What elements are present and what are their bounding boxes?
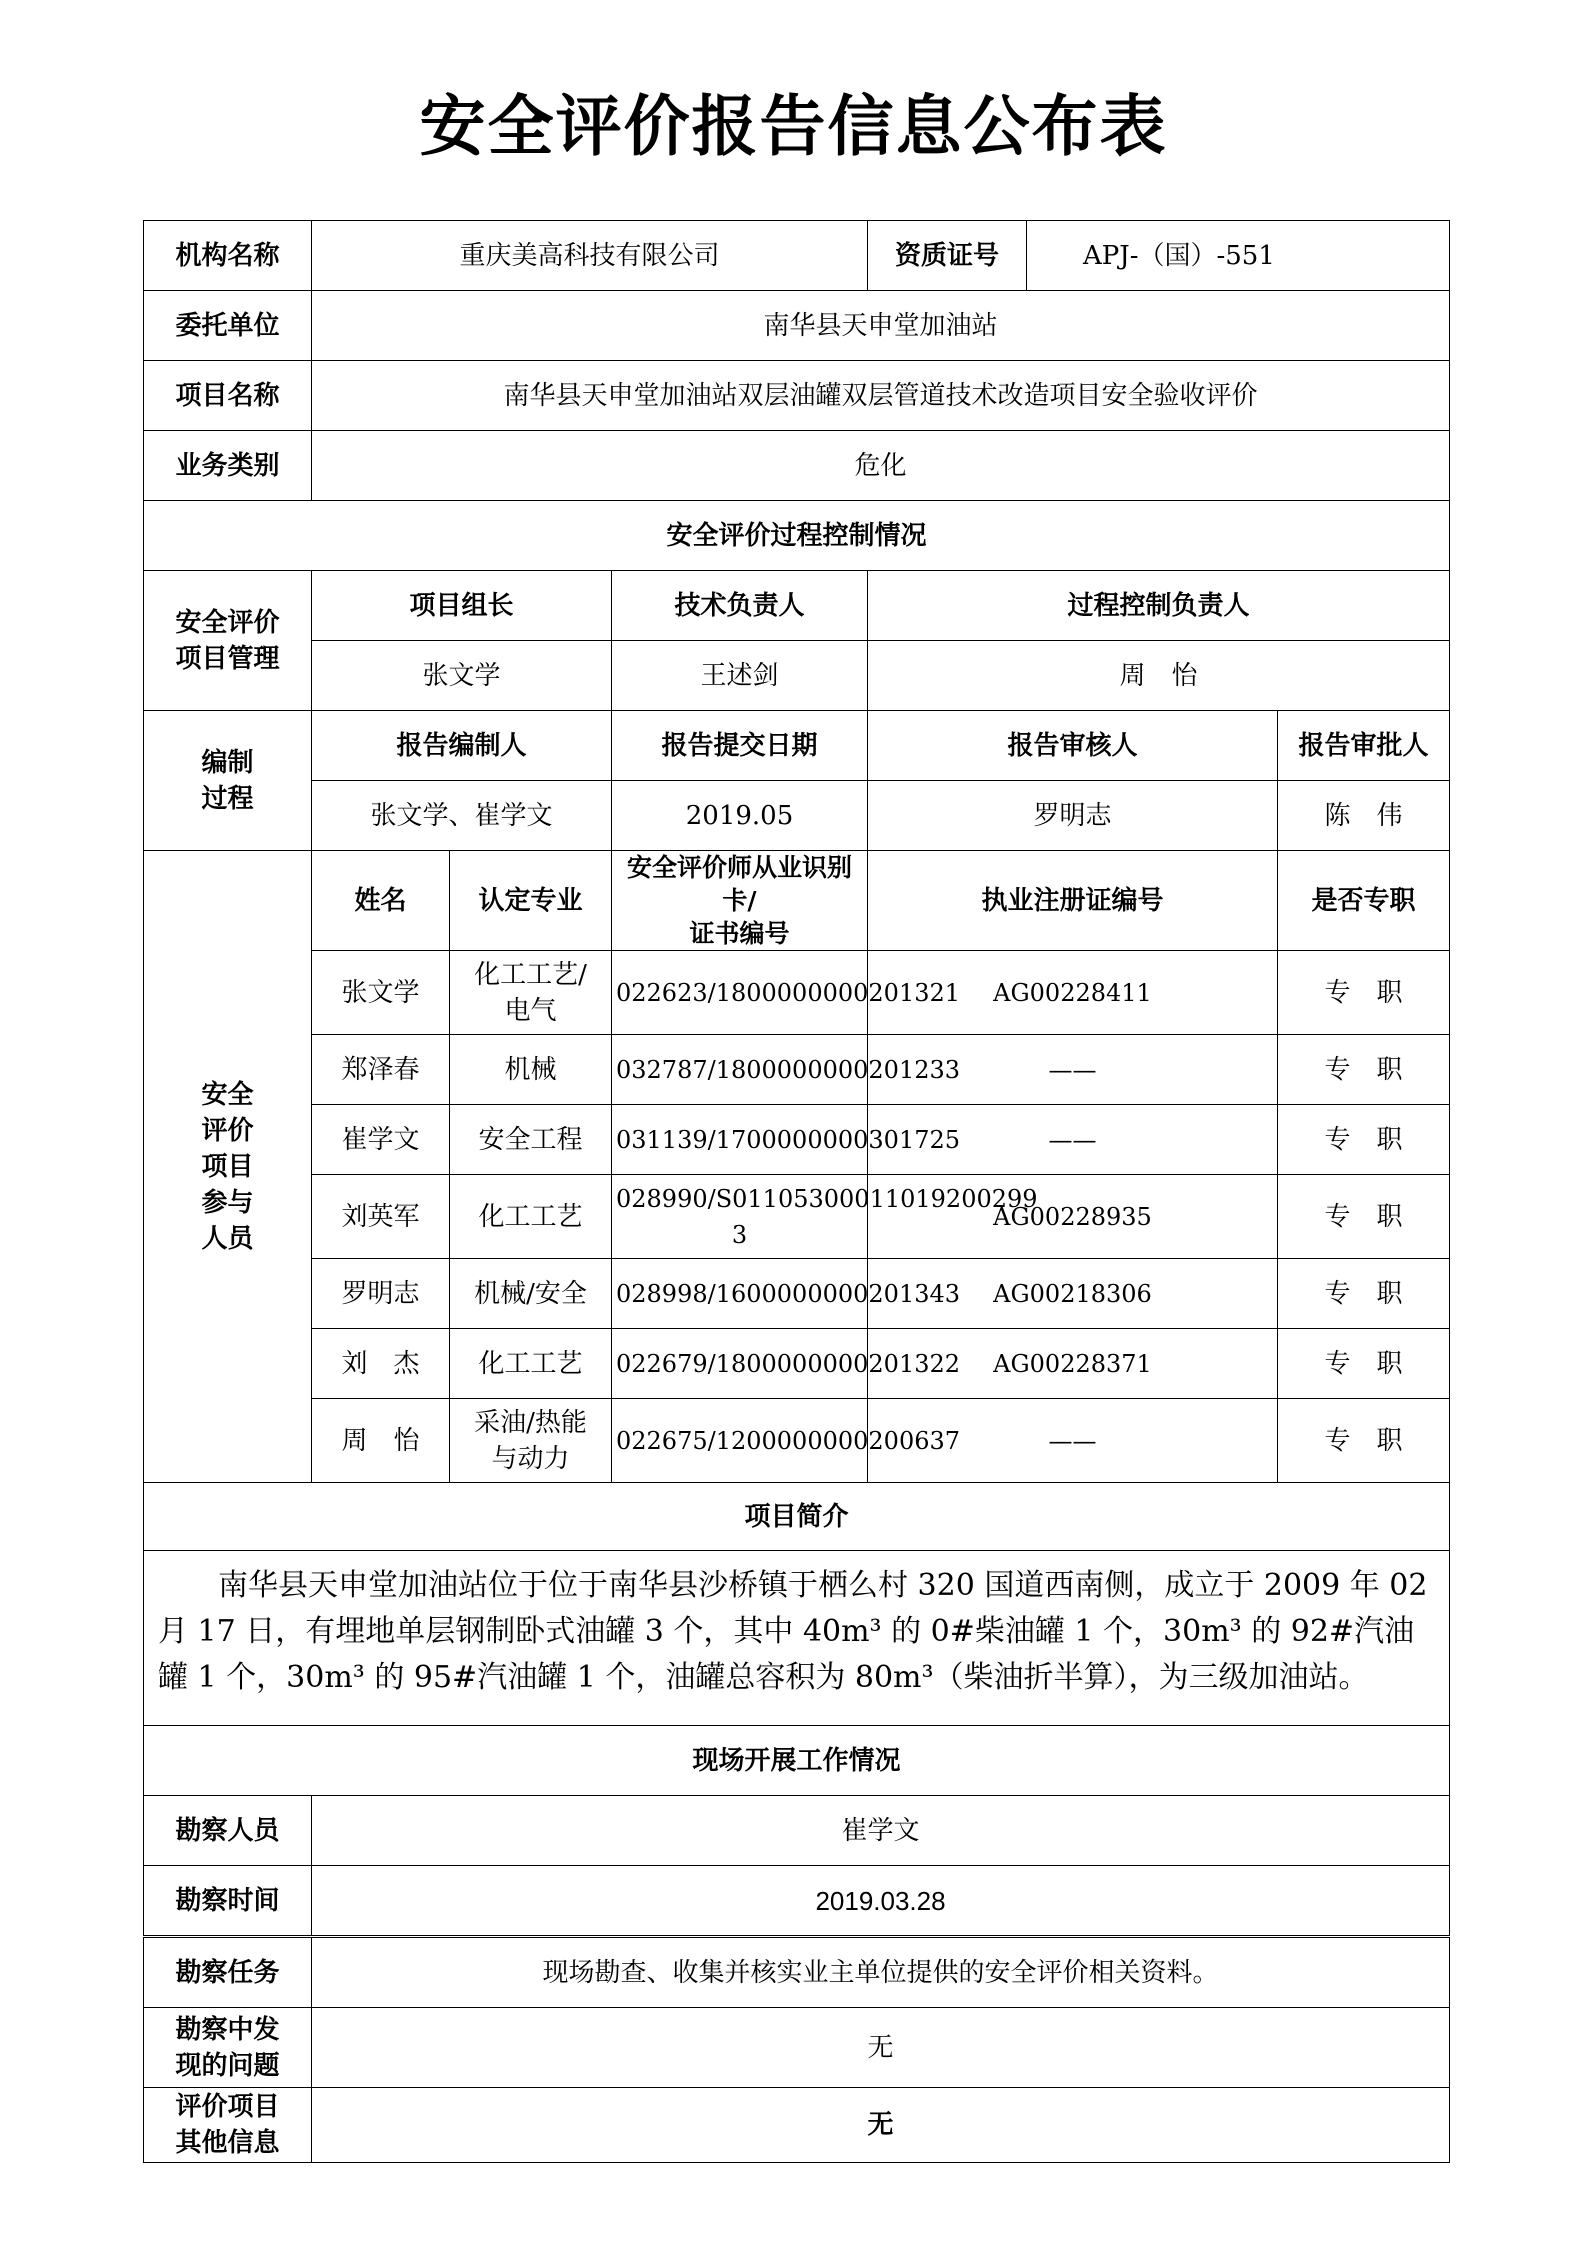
- client-value: 南华县天申堂加油站: [312, 291, 1450, 361]
- cert-no-value: APJ-（国）-551: [1027, 221, 1450, 291]
- participant-major: 机械: [450, 1035, 612, 1105]
- table-row: [144, 1329, 1450, 1399]
- site-issues-label: 勘察中发 现的问题: [144, 2008, 312, 2088]
- reviewer-value: 罗明志: [868, 781, 1278, 851]
- process-control-heading: 安全评价过程控制情况: [144, 501, 1450, 571]
- org-name-value: 重庆美高科技有限公司: [312, 221, 868, 291]
- site-task-label: 勘察任务: [144, 1938, 312, 2008]
- intro-text: 南华县天申堂加油站位于位于南华县沙桥镇于栖么村 320 国道西南侧，成立于 2009 年 02 月 17 日，有埋地单层钢制卧式油罐 3 个，其中 40m³ 的 0#柴油罐 1 个，30m³ 的 92#汽油罐 1 个，30m³ 的 95#汽油罐 1 个，油罐总容积为 80m³（柴油折半算），为三级加油站。: [144, 1551, 1450, 1726]
- leader-value: 张文学: [312, 641, 612, 711]
- participant-fulltime: 专 职: [1278, 1399, 1450, 1483]
- project-name-label: 项目名称: [144, 361, 312, 431]
- site-staff-value: 崔学文: [312, 1796, 1450, 1866]
- participant-fulltime: 专 职: [1278, 1329, 1450, 1399]
- participant-card: 022675/1200000000200637: [612, 1399, 868, 1483]
- participant-card: 032787/1800000000201233: [612, 1035, 868, 1105]
- participant-fulltime: 专 职: [1278, 951, 1450, 1035]
- cert-no-label: 资质证号: [868, 221, 1027, 291]
- participant-name: 刘 杰: [312, 1329, 450, 1399]
- participants-label: 安全 评价 项目 参与 人员: [144, 851, 312, 1483]
- compiler-label: 报告编制人: [312, 711, 612, 781]
- site-time-value: 2019.03.28: [312, 1866, 1450, 1936]
- participant-major: 化工工艺/ 电气: [450, 951, 612, 1035]
- participant-card: 022679/1800000000201322: [612, 1329, 868, 1399]
- participant-major: 机械/安全: [450, 1259, 612, 1329]
- participant-major: 采油/热能 与动力: [450, 1399, 612, 1483]
- leader-label: 项目组长: [312, 571, 612, 641]
- other-info-label: 评价项目 其他信息: [144, 2088, 312, 2163]
- business-type-label: 业务类别: [144, 431, 312, 501]
- participant-reg: ——: [868, 1105, 1278, 1175]
- page-title: 安全评价报告信息公布表: [419, 88, 1168, 165]
- project-name-value: 南华县天申堂加油站双层油罐双层管道技术改造项目安全验收评价: [312, 361, 1450, 431]
- col-card-header: 安全评价师从业识别卡/ 证书编号: [612, 851, 868, 951]
- col-name-header: 姓名: [312, 851, 450, 951]
- approver-value: 陈 伟: [1278, 781, 1450, 851]
- site-table: [143, 1937, 1450, 2163]
- col-reg-header: 执业注册证编号: [868, 851, 1278, 951]
- table-row: [144, 1035, 1450, 1105]
- col-major-header: 认定专业: [450, 851, 612, 951]
- participant-reg: AG00228935: [868, 1175, 1278, 1259]
- org-name-label: 机构名称: [144, 221, 312, 291]
- site-work-heading: 现场开展工作情况: [144, 1726, 1450, 1796]
- participant-name: 崔学文: [312, 1105, 450, 1175]
- participant-reg: AG00228411: [868, 951, 1278, 1035]
- business-type-value: 危化: [312, 431, 1450, 501]
- site-issues-value: 无: [312, 2008, 1450, 2088]
- submit-date-label: 报告提交日期: [612, 711, 868, 781]
- participant-name: 郑泽春: [312, 1035, 450, 1105]
- participant-name: 罗明志: [312, 1259, 450, 1329]
- participant-fulltime: 专 职: [1278, 1035, 1450, 1105]
- participant-major: 化工工艺: [450, 1175, 612, 1259]
- approver-label: 报告审批人: [1278, 711, 1450, 781]
- participant-card: 028990/S01105300011019200299 3: [612, 1175, 868, 1259]
- participant-card: 028998/1600000000201343: [612, 1259, 868, 1329]
- submit-date-value: 2019.05: [612, 781, 868, 851]
- table-row: [144, 1259, 1450, 1329]
- participant-name: 刘英军: [312, 1175, 450, 1259]
- participant-reg: ——: [868, 1035, 1278, 1105]
- table-row: [144, 1175, 1450, 1259]
- tech-lead-label: 技术负责人: [612, 571, 868, 641]
- project-mgmt-label: 安全评价 项目管理: [144, 571, 312, 711]
- info-table: [143, 220, 1450, 1936]
- table-row: [144, 951, 1450, 1035]
- process-lead-value: 周 怡: [868, 641, 1450, 711]
- reviewer-label: 报告审核人: [868, 711, 1278, 781]
- participant-fulltime: 专 职: [1278, 1175, 1450, 1259]
- table-row: [144, 1105, 1450, 1175]
- other-info-value: 无: [312, 2088, 1450, 2163]
- col-fulltime-header: 是否专职: [1278, 851, 1450, 951]
- process-lead-label: 过程控制负责人: [868, 571, 1450, 641]
- participant-card: 022623/1800000000201321: [612, 951, 868, 1035]
- site-staff-label: 勘察人员: [144, 1796, 312, 1866]
- participant-major: 化工工艺: [450, 1329, 612, 1399]
- participant-fulltime: 专 职: [1278, 1105, 1450, 1175]
- site-task-value: 现场勘查、收集并核实业主单位提供的安全评价相关资料。: [312, 1938, 1450, 2008]
- participant-name: 张文学: [312, 951, 450, 1035]
- participant-reg: AG00218306: [868, 1259, 1278, 1329]
- participant-reg: ——: [868, 1399, 1278, 1483]
- tech-lead-value: 王述剑: [612, 641, 868, 711]
- participant-fulltime: 专 职: [1278, 1259, 1450, 1329]
- participant-card: 031139/1700000000301725: [612, 1105, 868, 1175]
- table-row: [144, 1399, 1450, 1483]
- compiler-value: 张文学、崔学文: [312, 781, 612, 851]
- participant-name: 周 怡: [312, 1399, 450, 1483]
- compile-process-label: 编制 过程: [144, 711, 312, 851]
- client-label: 委托单位: [144, 291, 312, 361]
- participant-major: 安全工程: [450, 1105, 612, 1175]
- site-time-label: 勘察时间: [144, 1866, 312, 1936]
- intro-heading: 项目简介: [144, 1483, 1450, 1551]
- participant-reg: AG00228371: [868, 1329, 1278, 1399]
